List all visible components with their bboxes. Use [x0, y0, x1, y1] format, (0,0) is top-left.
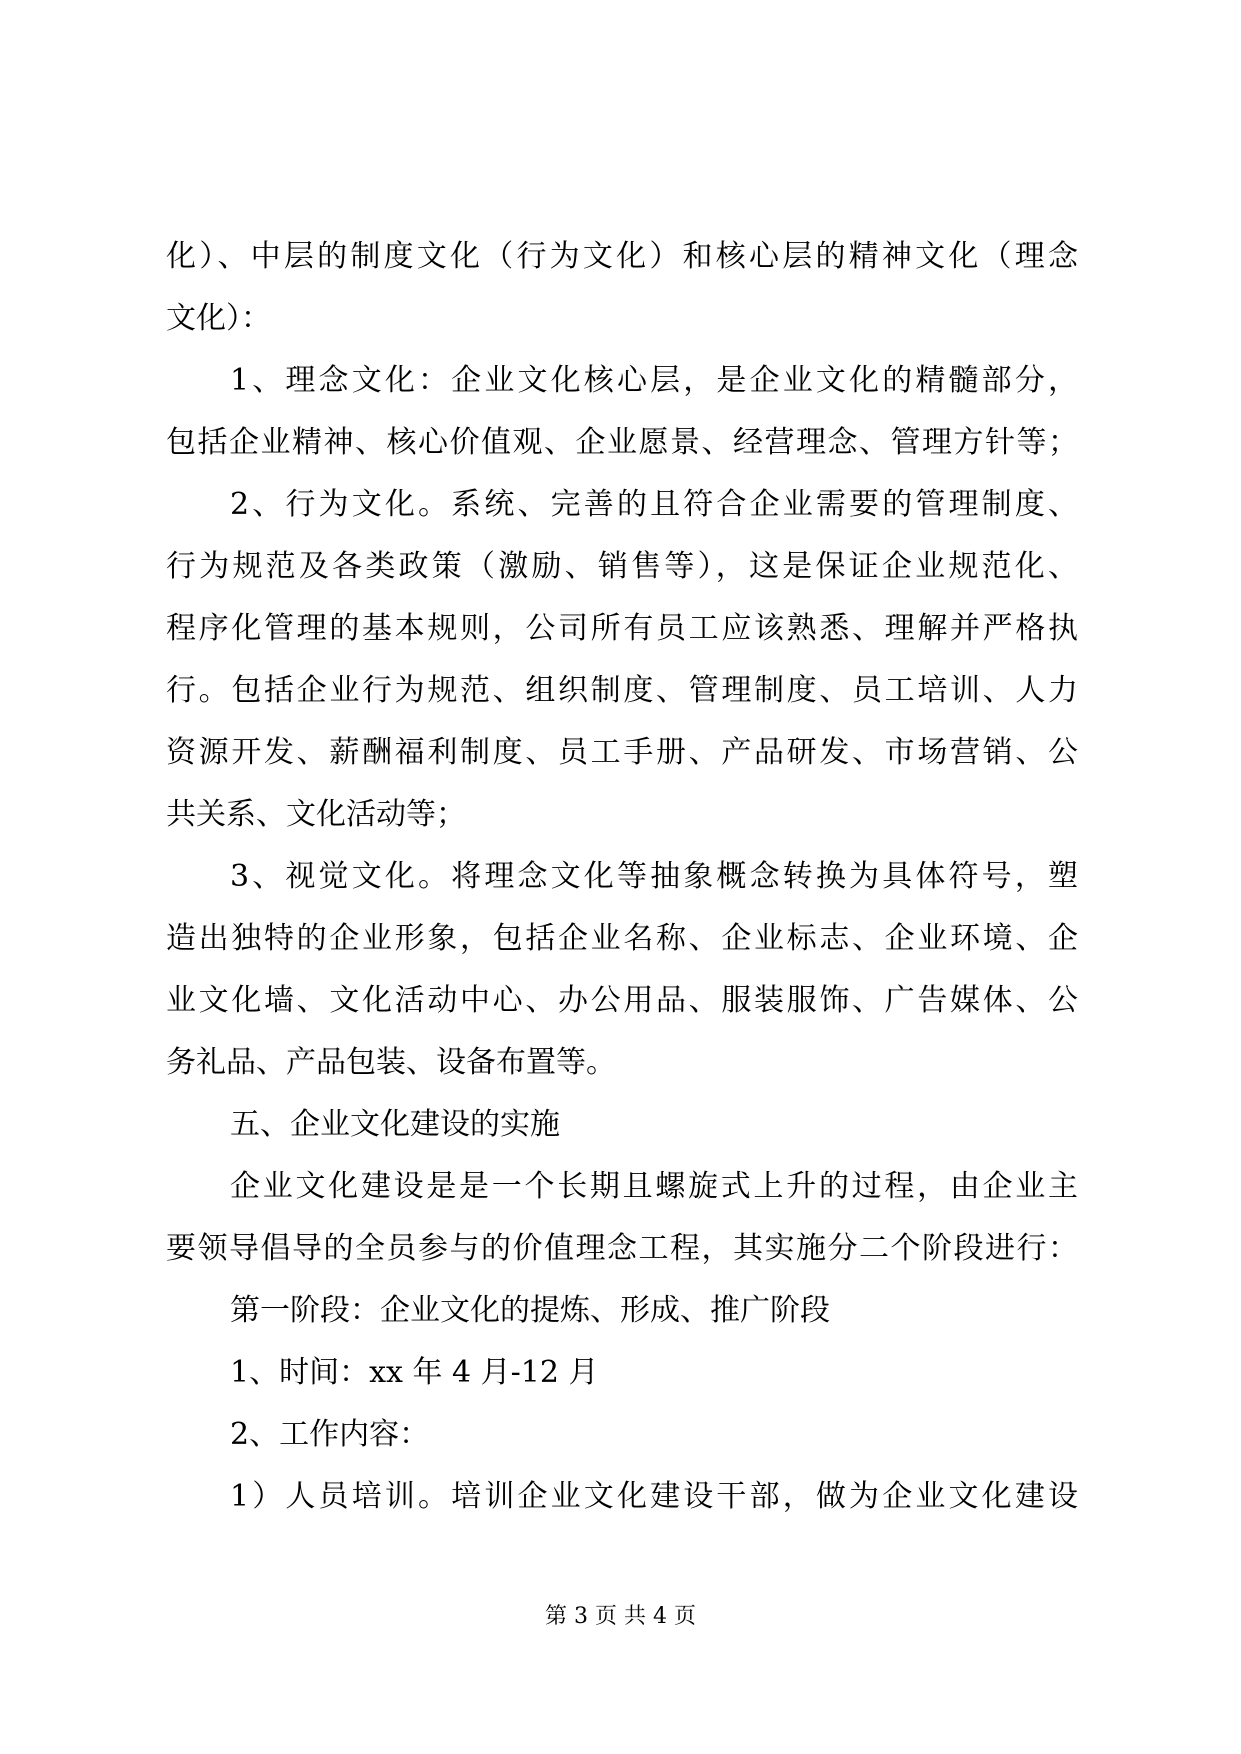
- stage-heading: 第一阶段：企业文化的提炼、形成、推广阶段: [230, 1293, 830, 1328]
- paragraph-start-line: 企业文化建设是是一个长期且螺旋式上升的过程，由企业主: [230, 1169, 1078, 1204]
- list-item: 2、工作内容：: [230, 1417, 430, 1452]
- text-line: 程序化管理的基本规则，公司所有员工应该熟悉、理解并严格执: [166, 611, 1078, 646]
- page-number-label: 第 3 页 共 4 页: [545, 1604, 696, 1629]
- paragraph-start-line: 1、理念文化：企业文化核心层，是企业文化的精髓部分，: [230, 363, 1078, 398]
- document-body: [166, 226, 1078, 1528]
- text-line: 化）、中层的制度文化（行为文化）和核心层的精神文化（理念: [166, 239, 1078, 274]
- text-line: 行。包括企业行为规范、组织制度、管理制度、员工培训、人力: [166, 673, 1078, 708]
- text-line: 文化）：: [166, 301, 271, 336]
- paragraph-start-line: 2、行为文化。系统、完善的且符合企业需要的管理制度、: [230, 487, 1078, 522]
- text-line: 要领导倡导的全员参与的价值理念工程，其实施分二个阶段进行：: [166, 1231, 1078, 1266]
- paragraph-start-line: 3、视觉文化。将理念文化等抽象概念转换为具体符号，塑: [230, 859, 1078, 894]
- section-heading: 五、企业文化建设的实施: [230, 1107, 560, 1142]
- text-line: 行为规范及各类政策（激励、销售等），这是保证企业规范化、: [166, 549, 1078, 584]
- text-line: 业文化墙、文化活动中心、办公用品、服装服饰、广告媒体、公: [166, 983, 1078, 1018]
- text-line: 包括企业精神、核心价值观、企业愿景、经营理念、管理方针等；: [166, 425, 1078, 460]
- text-line: 务礼品、产品包装、设备布置等。: [166, 1045, 616, 1080]
- list-item: 1）人员培训。培训企业文化建设干部，做为企业文化建设: [230, 1479, 1078, 1514]
- text-line: 造出独特的企业形象，包括企业名称、企业标志、企业环境、企: [166, 921, 1078, 956]
- text-line: 共关系、文化活动等；: [166, 797, 466, 832]
- text-line: 资源开发、薪酬福利制度、员工手册、产品研发、市场营销、公: [166, 735, 1078, 770]
- list-item: 1、时间：xx 年 4 月-12 月: [230, 1355, 599, 1390]
- page-footer: [0, 1602, 1241, 1632]
